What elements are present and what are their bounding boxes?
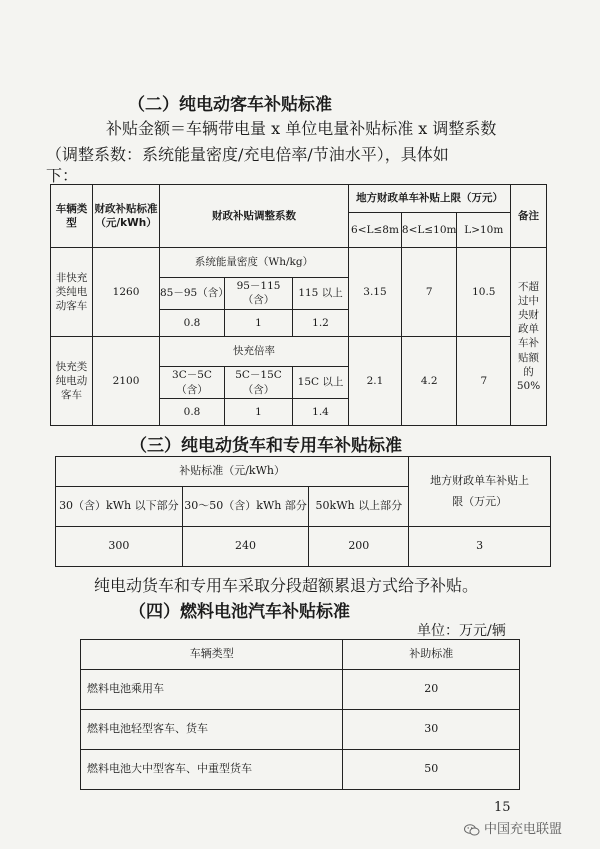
- section-4-heading: （四）燃料电池汽车补贴标准: [129, 602, 350, 622]
- row1-range-2: 95－115（含）: [225, 278, 293, 310]
- row2-subsidy-standard: 2100: [93, 336, 160, 425]
- row2-coef-1: 0.8: [159, 398, 224, 425]
- row2-cap-1: 2.1: [349, 336, 402, 425]
- header-subsidy-standard: 财政补贴标准（元/kWh）: [93, 185, 160, 248]
- watermark-text: 中国充电联盟: [484, 822, 563, 837]
- row2-vehicle-type: 快充类纯电动客车: [51, 336, 93, 425]
- adjust-coefficient-line2: 下：: [46, 166, 79, 185]
- page-number: 15: [494, 800, 511, 815]
- row2-range-3: 15C 以上: [293, 367, 349, 399]
- adjust-coefficient-line1: （调整系数：系统能量密度/充电倍率/节油水平），具体如: [46, 145, 449, 164]
- row2-range-2: 5C－15C（含）: [225, 367, 293, 399]
- table-row-value: 20: [343, 670, 520, 710]
- table-row-value: 50: [343, 750, 520, 790]
- row2-coef-3: 1.4: [293, 398, 349, 425]
- row1-cap-3: 10.5: [457, 247, 511, 336]
- note-cell: 不超过中央财政单车补贴额的50%: [511, 247, 547, 425]
- tier-3-label: 50kWh 以上部分: [309, 487, 409, 527]
- row2-range-1: 3C－5C（含）: [159, 367, 224, 399]
- header-note: 备注: [511, 185, 547, 248]
- tier-2-label: 30～50（含）kWh 部分: [182, 487, 309, 527]
- length-range-3: L>10m: [457, 213, 511, 248]
- row1-coef-1: 0.8: [159, 309, 224, 336]
- table-row-type: 燃料电池大中型客车、中重型货车: [81, 750, 343, 790]
- row1-cap-1: 3.15: [349, 247, 402, 336]
- header-local-cap: 地方财政单车补贴上限（万元）: [349, 185, 511, 213]
- section-3-heading: （三）纯电动货车和专用车补贴标准: [130, 436, 402, 456]
- table-row-type: 燃料电池轻型客车、货车: [81, 710, 343, 750]
- subsidy-formula: 补贴金额＝车辆带电量 x 单位电量补贴标准 x 调整系数: [106, 119, 497, 138]
- tier-1-label: 30（含）kWh 以下部分: [56, 487, 183, 527]
- tier-2-value: 240: [182, 527, 309, 567]
- tier-3-value: 200: [309, 527, 409, 567]
- local-cap-value: 3: [409, 527, 551, 567]
- header-vehicle-type: 车辆类型: [51, 185, 93, 248]
- header-subsidy-standard: 补助标准: [343, 640, 520, 670]
- bus-subsidy-table: [50, 184, 547, 426]
- header-vehicle-type: 车辆类型: [81, 640, 343, 670]
- tier-1-value: 300: [56, 527, 183, 567]
- row2-cap-2: 4.2: [401, 336, 457, 425]
- table-row-value: 30: [343, 710, 520, 750]
- header-adjust-coefficient: 财政补贴调整系数: [159, 185, 348, 248]
- section-2-heading: （二）纯电动客车补贴标准: [128, 95, 332, 115]
- watermark: [464, 818, 562, 837]
- row1-coef-2: 1: [225, 309, 293, 336]
- row1-range-1: 85－95（含）: [159, 278, 224, 310]
- header-local-cap: 地方财政单车补贴上限（万元）: [409, 457, 551, 527]
- row2-cap-3: 7: [457, 336, 511, 425]
- row2-factor-label: 快充倍率: [159, 336, 348, 366]
- length-range-1: 6<L≤8m: [349, 213, 402, 248]
- row2-coef-2: 1: [225, 398, 293, 425]
- unit-label: 单位：万元/辆: [417, 623, 506, 639]
- table-row-type: 燃料电池乘用车: [81, 670, 343, 710]
- row1-factor-label: 系统能量密度（Wh/kg）: [159, 247, 348, 277]
- row1-cap-2: 7: [401, 247, 457, 336]
- row1-coef-3: 1.2: [293, 309, 349, 336]
- truck-subsidy-note: 纯电动货车和专用车采取分段超额累退方式给予补贴。: [94, 576, 479, 595]
- row1-subsidy-standard: 1260: [93, 247, 160, 336]
- wechat-icon: [464, 824, 480, 836]
- header-subsidy-standard: 补贴标准（元/kWh）: [56, 457, 409, 487]
- length-range-2: 8<L≤10m: [401, 213, 457, 248]
- row1-vehicle-type: 非快充类纯电动客车: [51, 247, 93, 336]
- fuel-cell-subsidy-table: [80, 639, 520, 790]
- truck-subsidy-table: [55, 456, 551, 567]
- row1-range-3: 115 以上: [293, 278, 349, 310]
